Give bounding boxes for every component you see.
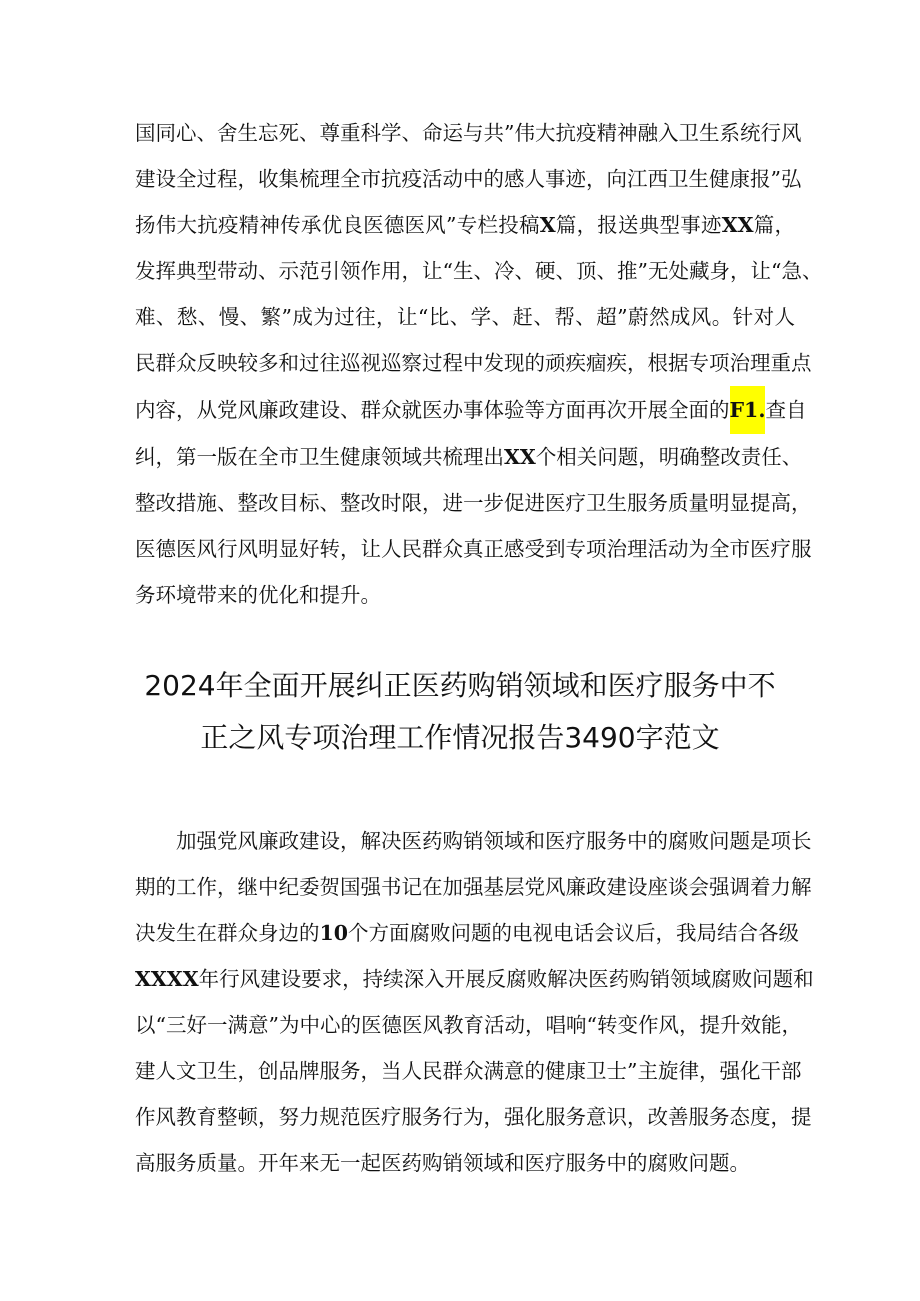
highlighted-text: F1. — [730, 386, 766, 434]
text-line: 作风教育整顿，努力规范医疗服务行为，强化服务意识，改善服务态度，提 — [135, 1105, 812, 1129]
text-line: 发挥典型带动、示范引领作用，让“生、冷、硬、顶、推”无处藏身，让“急、 — [135, 259, 823, 283]
title-line-1: 2024年全面开展纠正医药购销领域和医疗服务中不 — [144, 669, 776, 702]
body-paragraph-1 — [135, 110, 823, 618]
text-line: 国同心、舍生忘死、尊重科学、命运与共”伟大抗疫精神融入卫生系统行风 — [135, 121, 802, 145]
text-line: 纠，第一版在全市卫生健康领域共梳理出XX个相关问题，明确整改责任、 — [135, 445, 803, 469]
body-paragraph-2 — [135, 818, 814, 1186]
title-line-2: 正之风专项治理工作情况报告3490字范文 — [200, 721, 720, 754]
document-title — [110, 660, 810, 764]
text-line: 民群众反映较多和过往巡视巡察过程中发现的顽疾痼疾，根据专项治理重点 — [135, 351, 812, 375]
text-line: 整改措施、整改目标、整改时限，进一步促进医疗卫生服务质量明显提高， — [135, 491, 812, 515]
text-line: 高服务质量。开年来无一起医药购销领域和医疗服务中的腐败问题。 — [135, 1151, 750, 1175]
text-line: 以“三好一满意”为中心的医德医风教育活动，唱响“转变作风，提升效能， — [135, 1013, 802, 1037]
text-line: 难、愁、慢、繁”成为过往，让“比、学、赶、帮、超”蔚然成风。针对人 — [135, 305, 795, 329]
text-line: 扬伟大抗疫精神传承优良医德医风”专栏投稿X篇，报送典型事迹XX篇， — [135, 213, 796, 237]
text-line: XXXX年行风建设要求，持续深入开展反腐败解决医药购销领域腐败问题和 — [135, 967, 814, 991]
text-line: 建人文卫生，创品牌服务，当人民群众满意的健康卫士”主旋律，强化干部 — [135, 1059, 802, 1083]
text-line: 加强党风廉政建设，解决医药购销领域和医疗服务中的腐败问题是项长 — [176, 829, 812, 853]
text-line: 务环境带来的优化和提升。 — [135, 583, 381, 607]
text-line: 内容，从党风廉政建设、群众就医办事体验等方面再次开展全面的F1.查自 — [135, 386, 795, 434]
text-line: 建设全过程，收集梳理全市抗疫活动中的感人事迹，向江西卫生健康报”弘 — [135, 167, 802, 191]
text-line: 决发生在群众身边的10个方面腐败问题的电视电话会议后，我局结合各级 — [135, 921, 800, 945]
text-line: 医德医风行风明显好转，让人民群众真正感受到专项治理活动为全市医疗服 — [135, 537, 812, 561]
text-line: 期的工作，继中纪委贺国强书记在加强基层党风廉政建设座谈会强调着力解 — [135, 875, 812, 899]
